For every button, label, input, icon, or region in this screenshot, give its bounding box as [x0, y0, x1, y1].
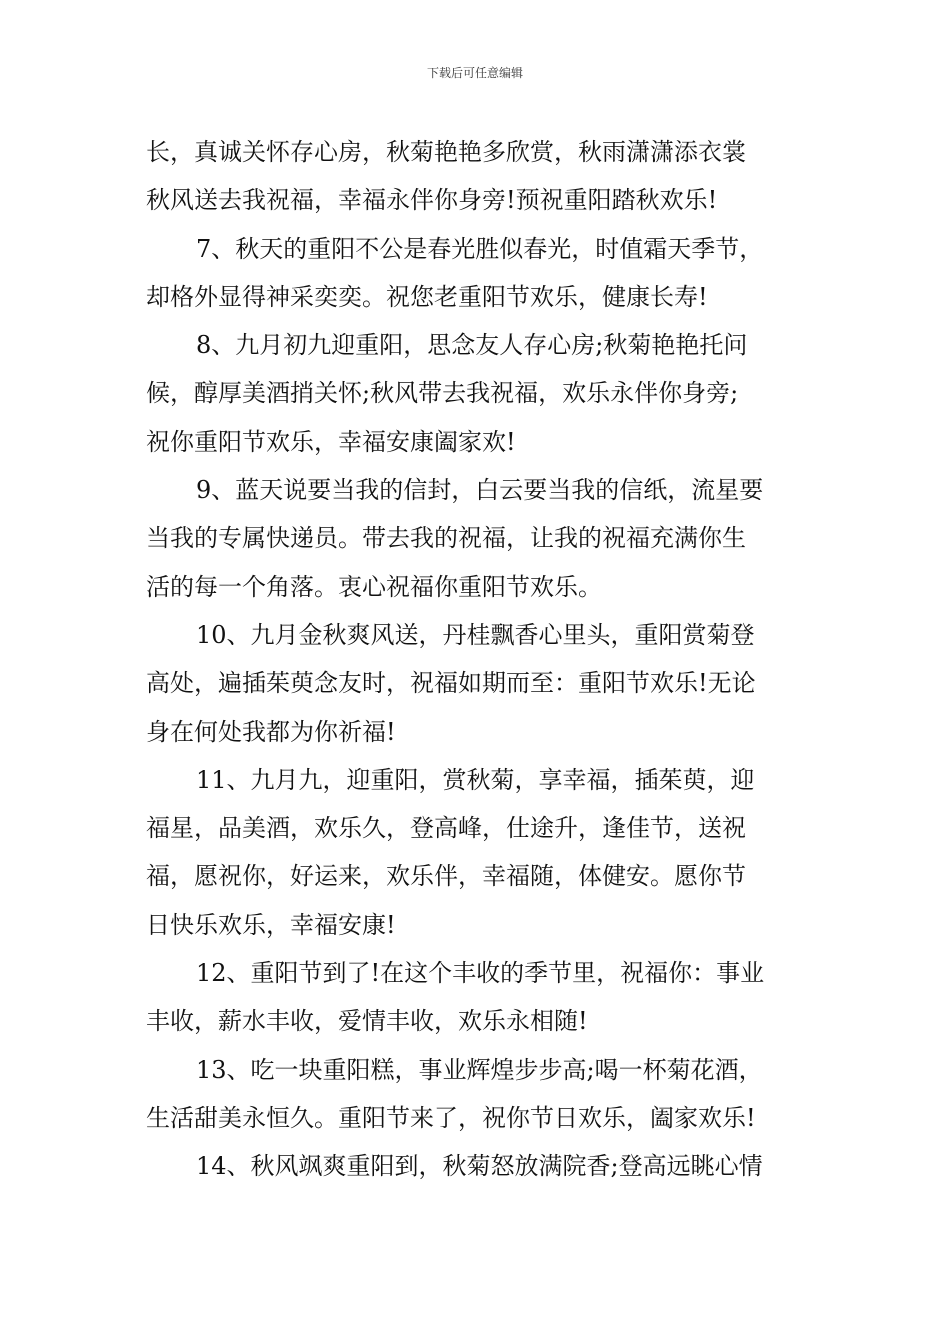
- text-line: 8、九月初九迎重阳，思念友人存心房;秋菊艳艳托问: [196, 331, 748, 360]
- text-line: 长，真诚关怀存心房，秋菊艳艳多欣赏，秋雨潇潇添衣裳: [146, 138, 746, 166]
- text-line: 10、九月金秋爽风送，丹桂飘香心里头，重阳赏菊登: [196, 620, 755, 649]
- text-line: 祝你重阳节欢乐，幸福安康阖家欢!: [146, 427, 516, 456]
- text-line: 9、蓝天说要当我的信封，白云要当我的信纸，流星要: [196, 476, 764, 505]
- text-line: 秋风送去我祝福，幸福永伴你身旁!预祝重阳踏秋欢乐!: [146, 186, 718, 215]
- text-line: 7、秋天的重阳不公是春光胜似春光，时值霜天季节，: [196, 234, 764, 263]
- text-line: 福，愿祝你，好运来，欢乐伴，幸福随，体健安。愿你节: [146, 862, 746, 891]
- text-line: 11、九月九，迎重阳，赏秋菊，享幸福，插茱萸，迎: [196, 765, 755, 794]
- text-line: 当我的专属快递员。带去我的祝福，让我的祝福充满你生: [146, 524, 746, 553]
- text-line: 高处，遍插茱萸念友时，祝福如期而至：重阳节欢乐!无论: [146, 669, 756, 698]
- text-line: 身在何处我都为你祈福!: [146, 717, 396, 746]
- text-line: 活的每一个角落。衷心祝福你重阳节欢乐。: [146, 572, 602, 601]
- document-body: [146, 128, 808, 1191]
- text-line: 14、秋风飒爽重阳到，秋菊怒放满院香;登高远眺心情: [196, 1152, 763, 1181]
- text-line: 13、吃一块重阳糕，事业辉煌步步高;喝一杯菊花酒，: [196, 1055, 763, 1084]
- page-header: 下载后可任意编辑: [426, 66, 523, 80]
- text-line: 候，醇厚美酒捎关怀;秋风带去我祝福，欢乐永伴你身旁;: [146, 379, 739, 408]
- text-line: 生活甜美永恒久。重阳节来了，祝你节日欢乐，阖家欢乐!: [146, 1103, 756, 1132]
- text-line: 丰收，薪水丰收，爱情丰收，欢乐永相随!: [146, 1007, 588, 1036]
- text-line: 日快乐欢乐，幸福安康!: [146, 910, 396, 939]
- text-line: 却格外显得神采奕奕。祝您老重阳节欢乐，健康长寿!: [146, 282, 708, 311]
- text-line: 福星，品美酒，欢乐久，登高峰，仕途升，逢佳节，送祝: [146, 814, 746, 843]
- text-line: 12、重阳节到了!在这个丰收的季节里，祝福你：事业: [196, 959, 765, 988]
